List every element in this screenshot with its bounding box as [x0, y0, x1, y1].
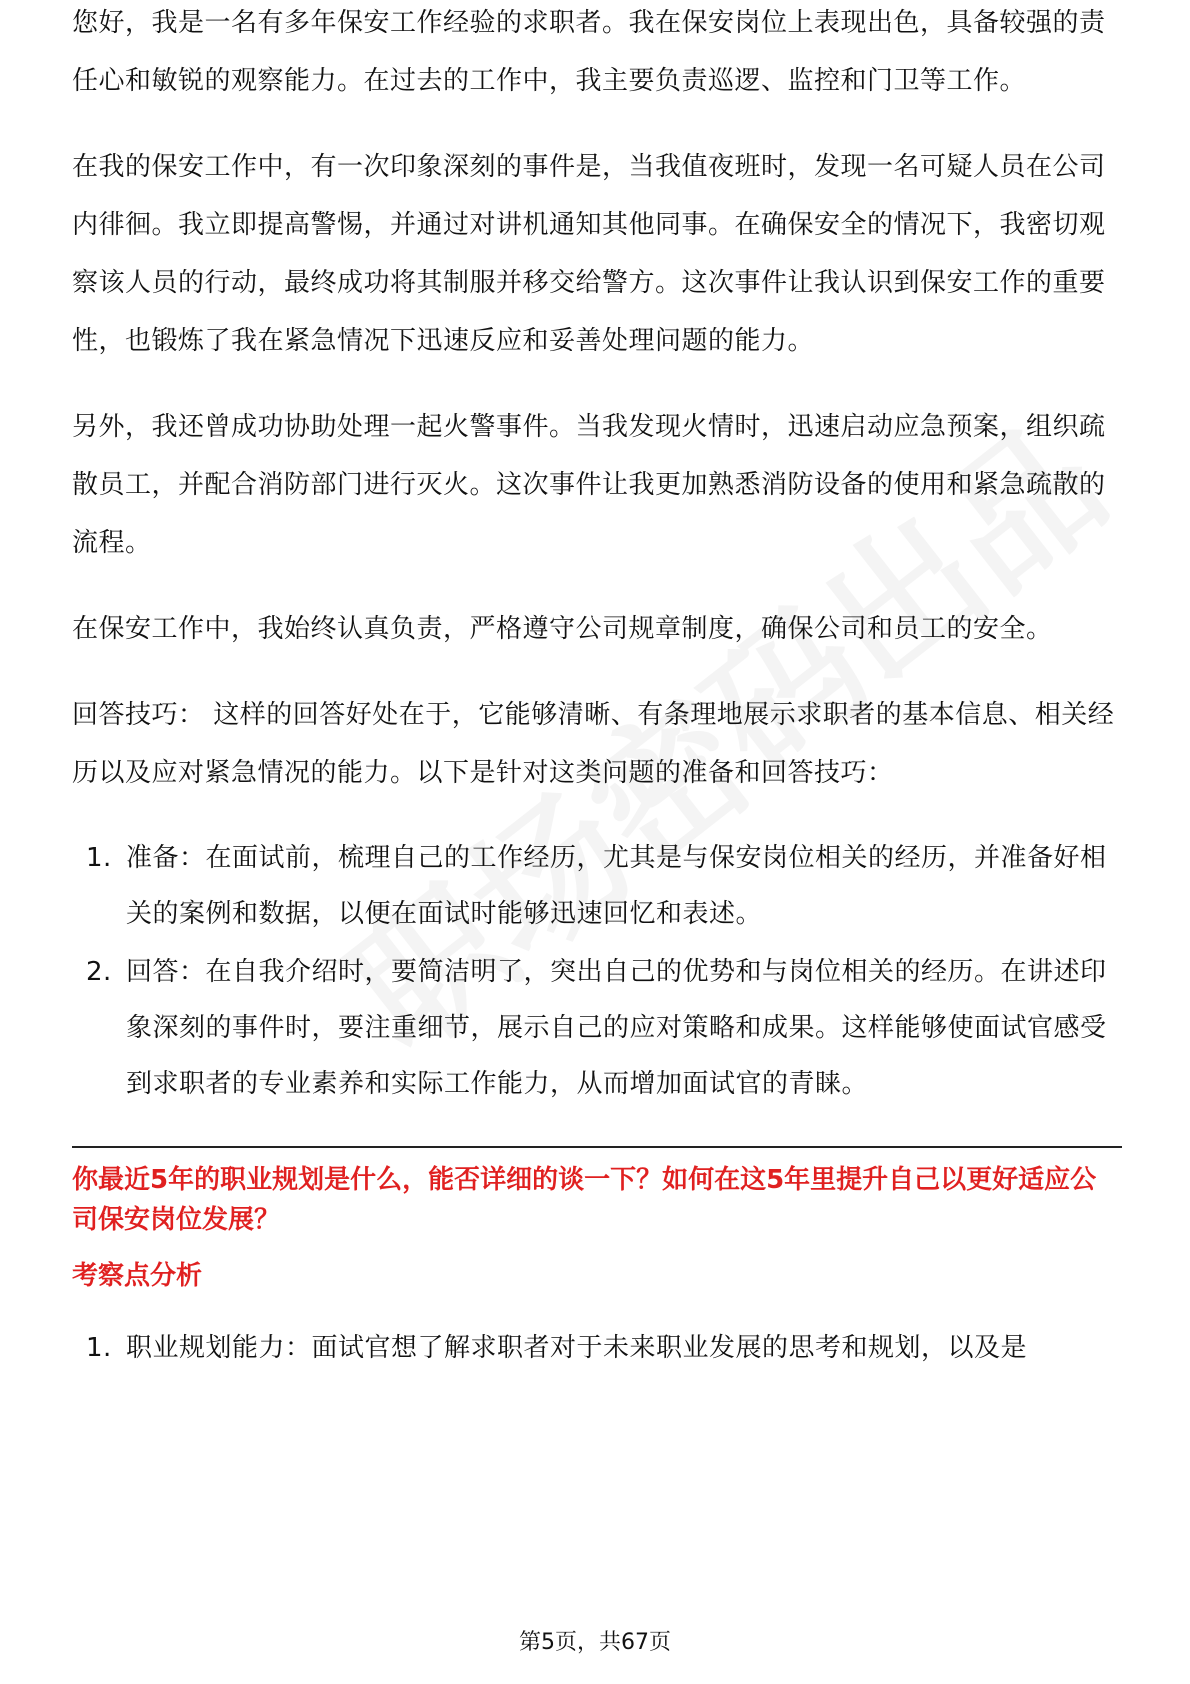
list-text: 职业规划能力：面试官想了解求职者对于未来职业发展的思考和规划，以及是 [126, 1333, 1028, 1363]
list-text: 准备：在面试前，梳理自己的工作经历，尤其是与保安岗位相关的经历，并准备好相关的案例和数据，以便在面试时能够迅速回忆和表述。 [126, 843, 1107, 929]
document-page [72, 8, 1122, 1406]
list-item [72, 830, 1122, 942]
analysis-list [72, 1320, 1122, 1376]
paragraph-night-shift: 在我的保安工作中，有一次印象深刻的事件是，当我值夜班时，发现一名可疑人员在公司内徘徊。我立即提高警惕，并通过对讲机通知其他同事。在确保安全的情况下，我密切观察该人员的行动，最终成功将其制服并移交给警方。这次事件让我认识到保安工作的重要性，也锻炼了我在紧急情况下迅速反应和妥善处理问题的能力。 [72, 152, 1106, 356]
paragraph-responsibility: 在保安工作中，我始终认真负责，严格遵守公司规章制度，确保公司和员工的安全。 [72, 614, 1053, 644]
list-number: 1. [86, 843, 112, 873]
list-item [72, 1320, 1122, 1376]
tips-list [72, 830, 1122, 1112]
paragraph-intro: 您好，我是一名有多年保安工作经验的求职者。我在保安岗位上表现出色，具备较强的责任心和敏锐的观察能力。在过去的工作中，我主要负责巡逻、监控和门卫等工作。 [72, 8, 1106, 96]
list-number: 1. [86, 1333, 112, 1363]
list-number: 2. [86, 957, 112, 987]
page-footer: 第5页，共67页 [519, 1630, 671, 1655]
section-title: 考察点分析 [72, 1261, 203, 1291]
interview-question: 你最近5年的职业规划是什么，能否详细的谈一下？如何在这5年里提升自己以更好适应公司保安岗位发展？ [72, 1165, 1097, 1235]
section-divider [72, 1146, 1122, 1148]
paragraph-answer-tips: 回答技巧： 这样的回答好处在于，它能够清晰、有条理地展示求职者的基本信息、相关经历以及应对紧急情况的能力。以下是针对这类问题的准备和回答技巧： [72, 700, 1115, 788]
list-item [72, 944, 1122, 1112]
paragraph-fire-event: 另外，我还曾成功协助处理一起火警事件。当我发现火情时，迅速启动应急预案，组织疏散员工，并配合消防部门进行灭火。这次事件让我更加熟悉消防设备的使用和紧急疏散的流程。 [72, 412, 1106, 558]
list-text: 回答：在自我介绍时，要简洁明了，突出自己的优势和与岗位相关的经历。在讲述印象深刻的事件时，要注重细节，展示自己的应对策略和成果。这样能够使面试官感受到求职者的专业素养和实际工作能力，从而增加面试官的青睐。 [126, 957, 1107, 1099]
